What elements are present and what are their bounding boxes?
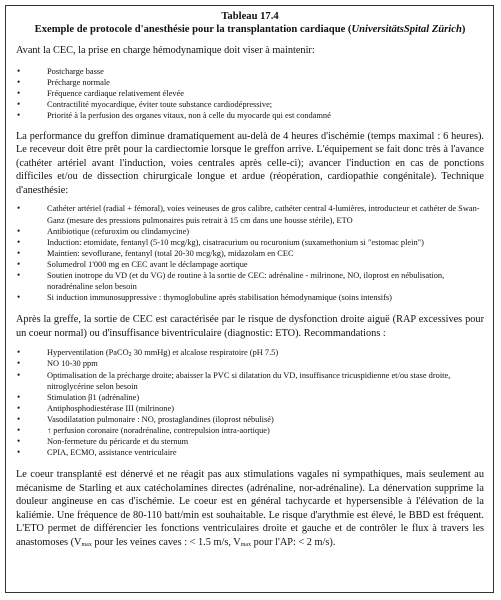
list-item: • Induction: etomidate, fentanyl (5-10 mcg/kg), cisatracurium ou rocuronium (suxamethonium si "estomac plein") (30, 237, 484, 248)
list-item: • Maintien: sevoflurane, fentanyl (total 20-30 mcg/kg), midazolam en CEC (30, 248, 484, 259)
institution-name: UniversitätsSpital Zürich (351, 24, 462, 35)
list-item: • Si induction immunosuppressive : thymoglobuline après stabilisation hémodynamique (soins intensifs) (30, 292, 484, 303)
list-item: • Non-fermeture du péricarde et du sternum (30, 436, 484, 447)
list-item: • Contractilité myocardique, éviter toute substance cardiodépressive; (30, 99, 484, 110)
table-caption: Exemple de protocole d'anesthésie pour la transplantation cardiaque (UniversitätsSpital Zürich) (34, 24, 466, 35)
list-item: • NO 10-30 ppm (30, 358, 484, 369)
list-item: • Antiphosphodiestérase III (milrinone) (30, 403, 484, 414)
graft-performance-paragraph: La performance du greffon diminue dramatiquement au-delà de 4 heures d'ischémie (temps maximal : 6 heures). Le receveur doit être prêt pour la cardiectomie lorsque le greffon arrive. L'équipement se fait donc très à l'avance (cathéter artériel avant l'induction, voies centrales après celle-ci); avancer l'induction en cas de ponctions difficiles et/ou de dissection chirurgicale longue et ardue (réopération, cardiopathie congénitale). Technique d'anesthésie: (16, 130, 484, 196)
list-item: • Précharge normale (30, 77, 484, 88)
denervated-heart-paragraph: Le coeur transplanté est dénervé et ne réagit pas aux stimulations vagales ni sympathiques, mais seulement au mécanisme de Starling et aux catécholamines directes (adrénaline, nor-adrénaline). La dénervation supprime la douleur angineuse en cas d'ischémie. Le coeur est en général tachycarde et hypersensible à l'élévation de la kaliémie. Une fréquence de 80-110 batt/min est souhaitable. Le risque d'arythmie est élevé, le BBD est fréquent. L'ETO permet de différencier les fonctions ventriculaires droite et gauche et de contrôler le flux à travers les anastomoses ($V_{max}$ pour les veines caves : < 1.5 m/s, $V_{max}$ pour l'AP: < 2 m/s). (16, 469, 484, 548)
intro-paragraph: Avant la CEC, la prise en charge hémodynamique doit viser à maintenir: (16, 45, 315, 56)
list-item: • Vasodilatation pulmonaire : NO, prostaglandines (iloprost nébulisé) (30, 414, 484, 425)
list-item: • Soutien inotrope du VD (et du VG) de routine à la sortie de CEC: adrénaline - milrinone, NO, iloprost en nébulisation, noradrénaline selon besoin (30, 270, 484, 292)
post-graft-paragraph: Après la greffe, la sortie de CEC est caractérisée par le risque de dysfonction droite aiguë (RAP excessives pour un coeur normal) ou d'insuffisance biventriculaire (diagnostic: ETO). Recommandations : (16, 314, 484, 339)
list-item: • Cathéter artériel (radial + fémoral), voies veineuses de gros calibre, cathéter central 4-lumières, introducteur et cathéter de Swan-Ganz (mesure des pressions pulmonaires puis retrait à 15 cm dans une housse stérile), ETO (30, 203, 484, 225)
table-number: Tableau 17.4 (221, 11, 279, 22)
anesthesia-technique-list (16, 203, 484, 303)
protocol-table (5, 5, 494, 593)
list-item: • Stimulation β1 (adrénaline) (30, 392, 484, 403)
table-title (16, 10, 484, 36)
list-item: • Antibiotique (cefuroxim ou clindamycine) (30, 226, 484, 237)
list-item: • Postcharge basse (30, 66, 484, 77)
list-item: • ↑ perfusion coronaire (noradrénaline, contrepulsion intra-aortique) (30, 425, 484, 436)
list-item: • Solumedrol 1'000 mg en CEC avant le déclampage aortique (30, 259, 484, 270)
recommendations-list (16, 347, 484, 458)
list-item: • Optimalisation de la précharge droite; abaisser la PVC si dilatation du VD, insuffisance tricuspidienne et/ou stase droite, nitroglycérine selon besoin (30, 370, 484, 392)
list-item: • Hyperventilation (PaCO$_2$ 30 mmHg) et alcalose respiratoire (pH 7.5) (30, 347, 484, 358)
list-item: • Priorité à la perfusion des organes vitaux, non à celle du myocarde qui est condamné (30, 110, 484, 121)
list-item: • Fréquence cardiaque relativement élevée (30, 88, 484, 99)
list-item: • CPIA, ECMO, assistance ventriculaire (30, 447, 484, 458)
hemodynamic-goals-list (16, 66, 484, 121)
